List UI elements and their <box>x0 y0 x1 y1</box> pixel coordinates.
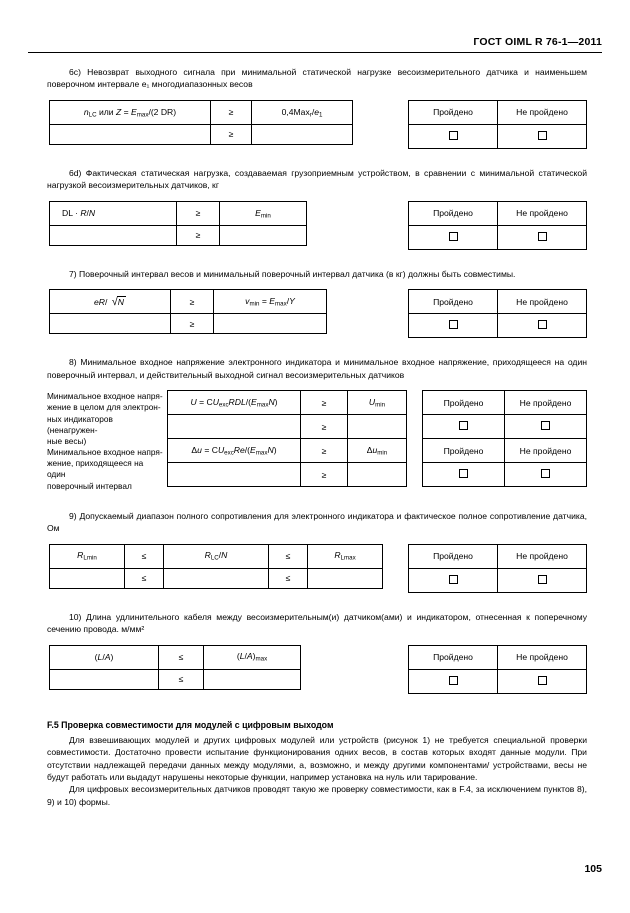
section-f5-title: F.5 Проверка совместимости для модулей с цифровым выходом <box>47 719 334 730</box>
item-6c-tables <box>47 100 587 149</box>
result-fail-label: Не пройдено <box>498 100 587 124</box>
checkbox-icon[interactable] <box>538 320 547 329</box>
formula-operator: ≥ <box>171 290 214 314</box>
formula-operator: ≤ <box>269 544 308 568</box>
formula-entry-cell[interactable] <box>252 124 353 144</box>
formula-operator-2: ≥ <box>301 415 348 439</box>
item-7-text: 7) Поверочный интервал весов и минимальный поверочный интервал датчика (в кг) должны быть совместимы. <box>69 268 516 279</box>
result-fail-label: Не пройдено <box>498 544 587 568</box>
item-8-result-group <box>422 390 587 487</box>
result-fail-checkbox-cell[interactable] <box>498 568 587 592</box>
result-fail-checkbox-cell[interactable] <box>498 314 587 338</box>
result-pass-label: Пройдено <box>409 544 498 568</box>
desc-line: Минимальное входное напря- <box>47 447 163 458</box>
formula-entry-cell[interactable] <box>50 225 177 245</box>
document-header-title: ГОСТ OIML R 76-1—2011 <box>473 36 602 48</box>
result-pass-label: Пройдено <box>409 100 498 124</box>
result-pass-checkbox-cell[interactable] <box>409 314 498 338</box>
formula-limit: $(L/A)_{max}$ <box>204 645 301 669</box>
section-f5 <box>47 720 587 809</box>
result-pass-checkbox-cell[interactable] <box>423 415 505 439</box>
item-6c <box>47 66 587 149</box>
formula-entry-cell[interactable] <box>168 463 301 487</box>
formula-entry-cell[interactable] <box>50 124 211 144</box>
result-pass-label-2: Пройдено <box>423 439 505 463</box>
formula-operator-2: ≥ <box>211 124 252 144</box>
result-fail-checkbox-cell[interactable] <box>505 463 587 487</box>
checkbox-icon[interactable] <box>459 421 468 430</box>
formula-operator: ≥ <box>301 439 348 463</box>
result-fail-label: Не пройдено <box>498 645 587 669</box>
checkbox-icon[interactable] <box>449 575 458 584</box>
item-10-tables <box>47 645 587 694</box>
checkbox-icon[interactable] <box>538 676 547 685</box>
item-10-result-table <box>408 645 587 694</box>
result-pass-label: Пройдено <box>409 201 498 225</box>
checkbox-icon[interactable] <box>459 469 468 478</box>
formula-operator: ≥ <box>177 201 220 225</box>
formula-min: $R_{Lmin}$ <box>50 544 125 568</box>
formula-entry-cell[interactable] <box>214 314 327 334</box>
formula-entry-cell[interactable] <box>50 568 125 588</box>
formula-operator: ≤ <box>125 544 164 568</box>
item-6c-formula-table <box>49 100 353 145</box>
result-fail-label: Не пройдено <box>498 201 587 225</box>
result-fail-label: Не пройдено <box>498 290 587 314</box>
item-6d-tables <box>47 201 587 250</box>
formula-entry-cell[interactable] <box>348 415 407 439</box>
desc-line: ные весы) <box>47 435 87 446</box>
item-7-tables <box>47 289 587 338</box>
checkbox-icon[interactable] <box>541 421 550 430</box>
formula-limit-dumin: $\Delta u_{min}$ <box>348 439 407 463</box>
desc-line: поверочный интервал <box>47 480 132 491</box>
formula-entry-cell[interactable] <box>164 568 269 588</box>
checkbox-icon[interactable] <box>538 131 547 140</box>
checkbox-icon[interactable] <box>449 232 458 241</box>
checkbox-icon[interactable] <box>449 131 458 140</box>
item-8-text: 8) Минимальное входное напряжение электронного индикатора и минимальное входное напряжение, приходящееся на один поверочный интервал, и действительный выходной сигнал весоизмерительных датчиков <box>47 357 587 380</box>
item-9-text: 9) Допускаемый диапазон полного сопротивления для электронного индикатора и фактическое полное сопротивление датчика, Ом <box>47 510 587 534</box>
item-6d-result-table <box>408 201 587 250</box>
item-8-tables <box>47 390 587 492</box>
item-6d-text: 6d) Фактическая статическая нагрузка, создаваемая грузоприемным устройством, в сравнении с минимальной статической нагрузкой весоизмерительных датчиков, кг <box>47 167 587 191</box>
formula-operator-2: ≤ <box>269 568 308 588</box>
item-8-formula-group <box>167 390 407 487</box>
formula-entry-cell[interactable] <box>308 568 383 588</box>
result-pass-checkbox-cell[interactable] <box>409 124 498 148</box>
item-8-result-table <box>422 390 587 487</box>
result-pass-checkbox-cell[interactable] <box>423 463 505 487</box>
checkbox-icon[interactable] <box>449 320 458 329</box>
result-fail-checkbox-cell[interactable] <box>498 124 587 148</box>
formula-operator: ≤ <box>159 645 204 669</box>
item-6c-text: 6с) Невозврат выходного сигнала при минимальной статической нагрузке весоизмерительного датчика и наименьшем поверочном интервале e₁ многодиапазонных весов <box>47 67 587 90</box>
header-divider <box>28 52 602 53</box>
desc-line: жение в целом для электрон- <box>47 402 161 413</box>
result-fail-label: Не пройдено <box>505 391 587 415</box>
formula-limit: $v_{min} = E_{max}/Y$ <box>214 290 327 314</box>
formula-entry-cell[interactable] <box>50 314 171 334</box>
result-fail-checkbox-cell[interactable] <box>505 415 587 439</box>
item-9-formula-table <box>49 544 383 589</box>
formula-max: $R_{Lmax}$ <box>308 544 383 568</box>
formula-operator: ≥ <box>301 391 348 415</box>
checkbox-icon[interactable] <box>449 676 458 685</box>
formula-operator-2: ≥ <box>171 314 214 334</box>
formula-expression-du: $\Delta u = CU_{exc}Re/(E_{max}N)$ <box>168 439 301 463</box>
section-f5-paragraph-1: Для взвешивающих модулей и других цифровых модулей или устройств (рисунок 1) не требуется специальной проверки совместимости. Достаточно провести испытание функционирования одних весов, в состав которых входят данные модули. При отсутствии надлежащей передачи данных между модулями, а, возможно, и между другими компонентами/ устройствами, весы не будут работать или выдадут нарушены некоторые функции, например установка на нуль или тарирование. <box>47 734 587 783</box>
page-content <box>47 66 587 808</box>
formula-operator-2: ≥ <box>301 463 348 487</box>
result-pass-checkbox-cell[interactable] <box>409 568 498 592</box>
formula-entry-cell[interactable] <box>168 415 301 439</box>
item-6c-result-table <box>408 100 587 149</box>
formula-entry-cell[interactable] <box>50 669 159 689</box>
formula-operator-2: ≥ <box>177 225 220 245</box>
formula-limit: $E_{min}$ <box>220 201 307 225</box>
formula-expression: $n_{LC}$ или $Z = E_{max}/(2$ DR) <box>50 100 211 124</box>
formula-expression: DL · R/N <box>50 201 177 225</box>
item-8-description <box>47 390 163 492</box>
item-7 <box>47 268 587 338</box>
checkbox-icon[interactable] <box>538 575 547 584</box>
item-7-formula-table <box>49 289 327 334</box>
page-number: 105 <box>584 863 602 875</box>
item-9-result-table <box>408 544 587 593</box>
item-8-formula-table <box>167 390 407 487</box>
formula-entry-cell[interactable] <box>204 669 301 689</box>
checkbox-icon[interactable] <box>541 469 550 478</box>
formula-entry-cell[interactable] <box>220 225 307 245</box>
item-7-result-table <box>408 289 587 338</box>
formula-expression-u: $U = CU_{exc}RDL/(E_{max}N)$ <box>168 391 301 415</box>
result-pass-label: Пройдено <box>423 391 505 415</box>
result-pass-checkbox-cell[interactable] <box>409 669 498 693</box>
item-10-text: 10) Длина удлинительного кабеля между весоизмерительным(и) датчиком(ами) и индикатором, отнесенная к поперечному сечению провода. м/мм² <box>47 611 587 635</box>
item-9 <box>47 510 587 593</box>
desc-line: ных индикаторов (ненагружен- <box>47 413 113 435</box>
result-pass-label: Пройдено <box>409 290 498 314</box>
item-6d-formula-table <box>49 201 307 246</box>
item-10 <box>47 611 587 694</box>
formula-limit: $0,4Max_r/e_1$ <box>252 100 353 124</box>
item-10-formula-table <box>49 645 301 690</box>
checkbox-icon[interactable] <box>538 232 547 241</box>
formula-operator: ≥ <box>211 100 252 124</box>
desc-line: Минимальное входное напря- <box>47 391 163 402</box>
section-f5-paragraph-2: Для цифровых весоизмерительных датчиков проводят такую же проверку совместимости, как в F.4, за исключением пунктов 8), 9) и 10) формы. <box>47 784 587 807</box>
result-pass-checkbox-cell[interactable] <box>409 225 498 249</box>
result-fail-label-2: Не пройдено <box>505 439 587 463</box>
result-fail-checkbox-cell[interactable] <box>498 669 587 693</box>
formula-operator-2: ≤ <box>159 669 204 689</box>
formula-entry-cell[interactable] <box>348 463 407 487</box>
formula-operator-2: ≤ <box>125 568 164 588</box>
formula-expression: $R_{LC}/N$ <box>164 544 269 568</box>
desc-line: жение, приходящееся на один <box>47 458 144 480</box>
item-6d <box>47 167 587 250</box>
result-fail-checkbox-cell[interactable] <box>498 225 587 249</box>
result-pass-label: Пройдено <box>409 645 498 669</box>
item-8 <box>47 356 587 492</box>
item-9-tables <box>47 544 587 593</box>
formula-expression: eR/ √N <box>50 290 171 314</box>
formula-expression: (L/A) <box>50 645 159 669</box>
formula-limit-umin: $U_{min}$ <box>348 391 407 415</box>
